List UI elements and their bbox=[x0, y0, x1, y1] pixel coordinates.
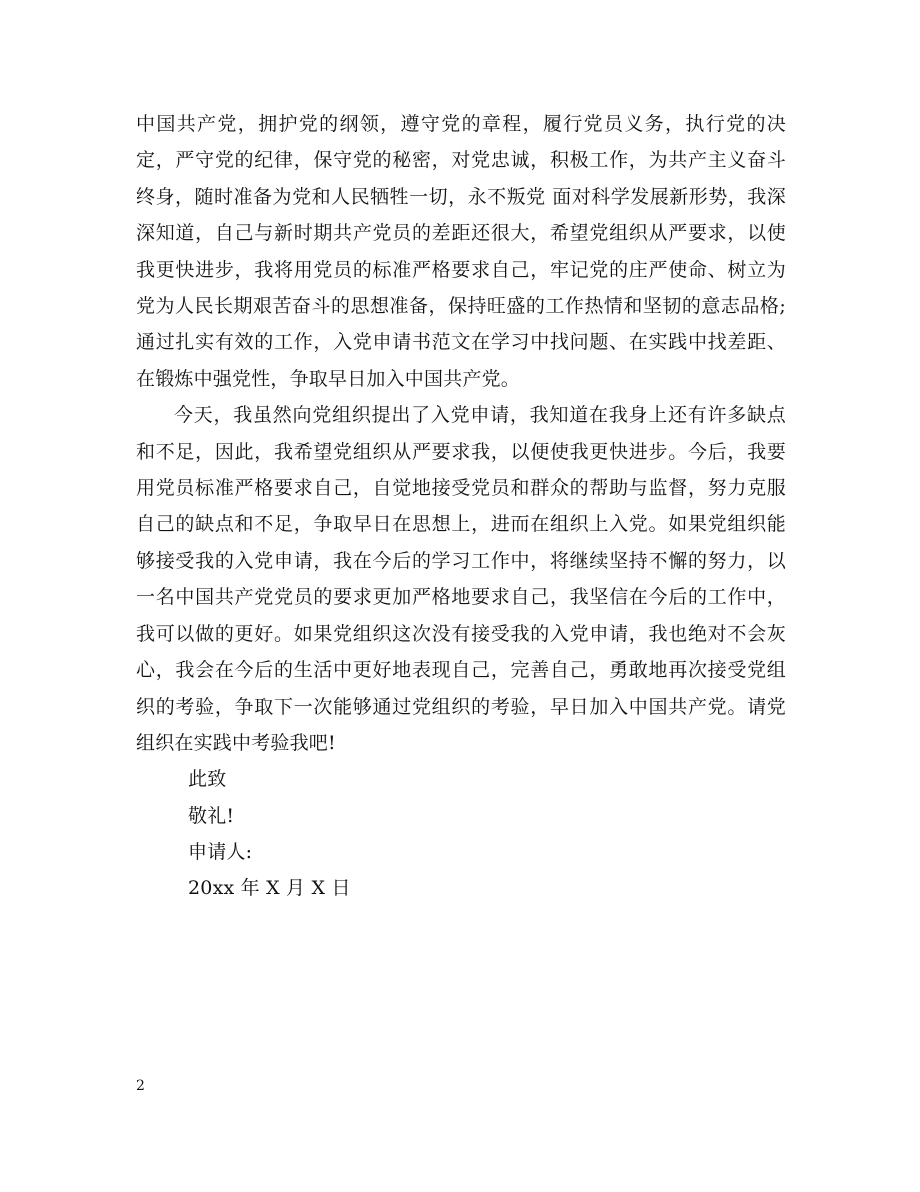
paragraph-application: 今天，我虽然向党组织提出了入党申请，我知道在我身上还有许多缺点和不足，因此，我希望党组织从严要求我，以便使我更快进步。今后，我要用党员标准严格要求自己，自觉地接受党员和群众的帮助与监督，努力克服自己的缺点和不足，争取早日在思想上，进而在组织上入党。如果党组织能够接受我的入党申请，我在今后的学习工作中，将继续坚持不懈的努力，以一名中国共产党党员的要求更加严格地要求自己，我坚信在今后的工作中，我可以做的更好。如果党组织这次没有接受我的入党申请，我也绝对不会灰心，我会在今后的生活中更好地表现自己，完善自己，勇敢地再次接受党组织的考验，争取下一次能够通过党组织的考验，早日加入中国共产党。请党组织在实践中考验我吧! bbox=[136, 404, 786, 754]
page-number: 2 bbox=[136, 1078, 145, 1094]
signature-date: 20xx 年 X 月 X 日 bbox=[188, 877, 351, 900]
applicant-label: 申请人: bbox=[188, 841, 253, 864]
closing-regards: 敬礼! bbox=[188, 804, 235, 827]
paragraph-continuation: 中国共产党，拥护党的纲领，遵守党的章程，履行党员义务，执行党的决定，严守党的纪律，保守党的秘密，对党忠诚，积极工作，为共产主义奋斗终身，随时准备为党和人民牺牲一切，永不叛党 面对科学发展新形势，我深深知道，自己与新时期共产党员的差距还很大，希望党组织从严要求，以使我更快进步，我将用党员的标准严格要求自己，牢记党的庄严使命、树立为党为人民长期艰苦奋斗的思想准备，保持旺盛的工作热情和坚韧的意志品格;通过扎实有效的工作，入党申请书范文在学习中找问题、在实践中找差距、在锻炼中强党性，争取早日加入中国共产党。 bbox=[136, 113, 786, 390]
document-body bbox=[136, 106, 786, 907]
closing-salutation: 此致 bbox=[188, 768, 227, 791]
